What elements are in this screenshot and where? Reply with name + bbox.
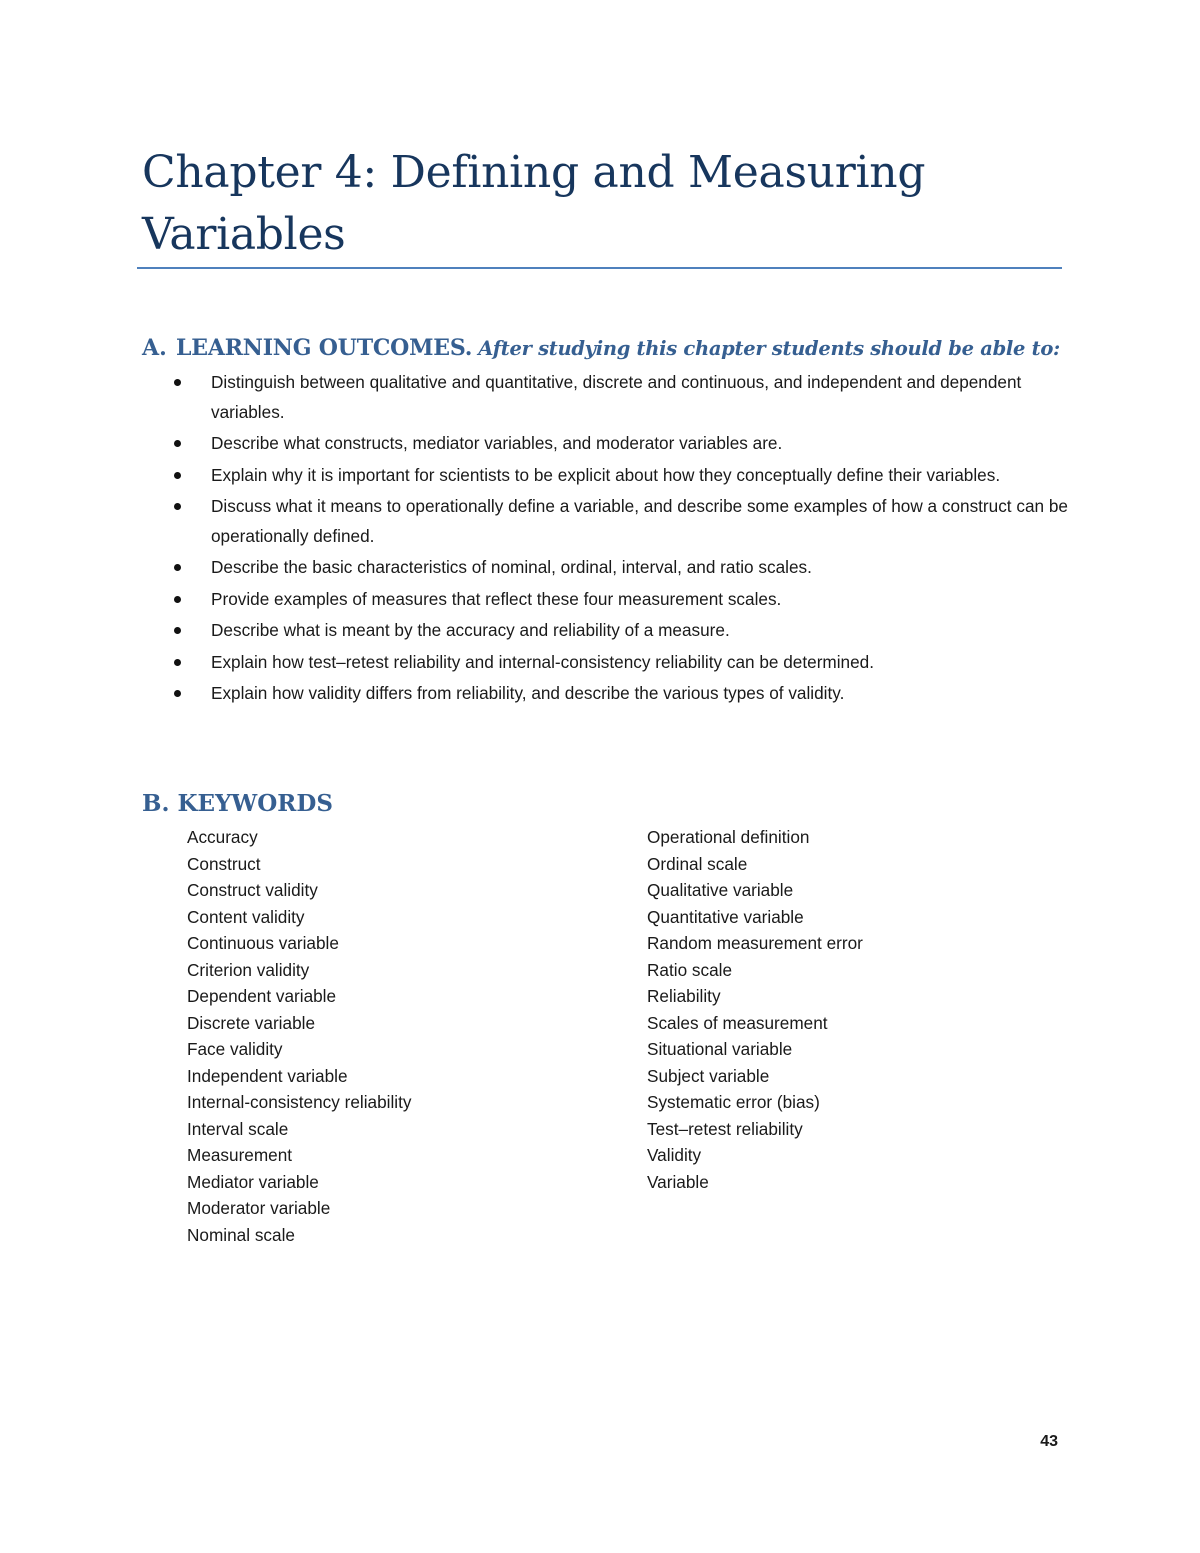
keywords-list-right (647, 824, 863, 1195)
keyword-item: Criterion validity (187, 959, 310, 980)
keyword-item: Nominal scale (187, 1224, 295, 1245)
keyword-item: Ratio scale (647, 959, 733, 980)
keyword-item: Ordinal scale (647, 853, 748, 874)
keyword-item: Variable (647, 1171, 709, 1192)
bullet-icon (174, 596, 181, 603)
outcome-item (142, 648, 1072, 678)
outcome-text: Describe what constructs, mediator variables, and moderator variables are. (211, 433, 783, 453)
outcome-text: Provide examples of measures that reflect these four measurement scales. (211, 588, 782, 609)
keyword-item: Reliability (647, 986, 721, 1006)
outcome-item (142, 492, 1072, 551)
page-number: 43 (1040, 1433, 1058, 1450)
outcome-text: Describe what is meant by the accuracy and reliability of a measure. (211, 620, 730, 640)
learning-outcomes-list (142, 368, 1072, 711)
outcome-item (142, 429, 1072, 459)
keyword-item: Moderator variable (187, 1198, 331, 1218)
bullet-icon (174, 379, 181, 386)
bullet-icon (174, 503, 181, 510)
keyword-item: Construct (187, 853, 261, 874)
keyword-item: Construct validity (187, 880, 318, 900)
title-underline-rule (137, 267, 1062, 269)
keyword-item: Continuous variable (187, 933, 339, 953)
learning-outcomes-label: LEARNING OUTCOMES. (176, 335, 473, 361)
learning-outcomes-letter: A. (142, 335, 167, 361)
outcome-text: Explain why it is important for scientists to be explicit about how they conceptually define their variables. (211, 464, 1001, 485)
outcome-text: Describe the basic characteristics of nominal, ordinal, interval, and ratio scales. (211, 557, 812, 577)
outcome-item (142, 368, 1072, 427)
keyword-item: Dependent variable (187, 986, 337, 1006)
keyword-item: Qualitative variable (647, 880, 794, 900)
keyword-item: Systematic error (bias) (647, 1092, 820, 1112)
keyword-item: Test–retest reliability (647, 1118, 803, 1139)
keyword-item: Random measurement error (647, 933, 863, 953)
keywords-list-left (187, 824, 412, 1248)
keyword-item: Mediator variable (187, 1171, 319, 1192)
bullet-icon (174, 659, 181, 666)
keyword-item: Operational definition (647, 827, 810, 847)
outcome-text: Distinguish between qualitative and quantitative, discrete and continuous, and independent and dependent variables. (211, 372, 1022, 422)
outcome-text: Explain how validity differs from reliability, and describe the various types of validity. (211, 683, 845, 703)
outcome-text: Explain how test–retest reliability and internal-consistency reliability can be determined. (211, 651, 875, 672)
learning-outcomes-intro: After studying this chapter students should be able to: (478, 337, 1060, 360)
bullet-icon (174, 440, 181, 447)
bullet-icon (174, 564, 181, 571)
keyword-item: Quantitative variable (647, 906, 804, 927)
keyword-item: Face validity (187, 1039, 283, 1059)
keyword-item: Discrete variable (187, 1012, 315, 1033)
bullet-icon (174, 627, 181, 634)
keyword-item: Accuracy (187, 827, 258, 847)
bullet-icon (174, 690, 181, 697)
outcome-text: Discuss what it means to operationally define a variable, and describe some examples of how a construct can be operationally defined. (211, 496, 1068, 546)
outcome-item (142, 553, 1072, 583)
keyword-item: Independent variable (187, 1065, 348, 1086)
keyword-item: Validity (647, 1145, 702, 1165)
keyword-item: Content validity (187, 906, 305, 927)
learning-outcomes-heading (142, 333, 1060, 364)
outcome-item (142, 679, 1072, 709)
bullet-icon (174, 472, 181, 479)
outcome-item (142, 616, 1072, 646)
outcome-item (142, 585, 1072, 615)
keyword-item: Scales of measurement (647, 1012, 828, 1033)
keyword-item: Internal-consistency reliability (187, 1092, 412, 1112)
keyword-item: Situational variable (647, 1039, 793, 1059)
keywords-heading: B. KEYWORDS (142, 790, 333, 817)
outcome-item (142, 461, 1072, 491)
keyword-item: Interval scale (187, 1118, 289, 1139)
chapter-title: Chapter 4: Defining and Measuring Variables (142, 147, 926, 260)
keyword-item: Subject variable (647, 1065, 770, 1086)
keyword-item: Measurement (187, 1145, 293, 1165)
